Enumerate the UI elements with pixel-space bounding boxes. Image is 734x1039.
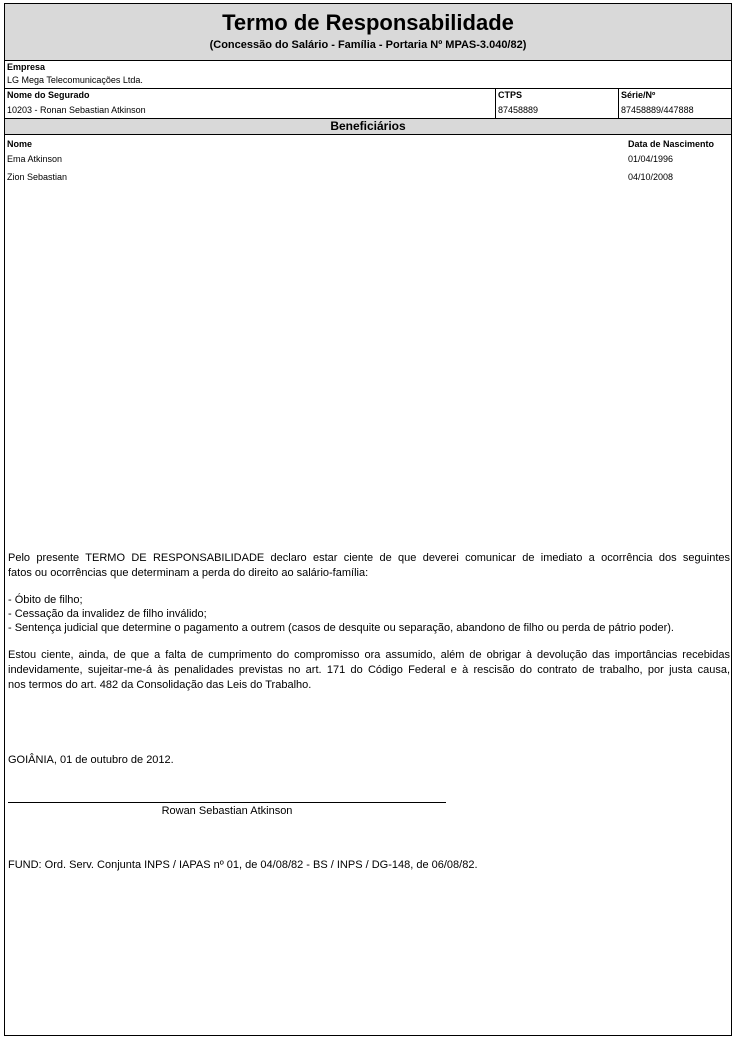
segurado-nome-label: Nome do Segurado: [7, 90, 90, 100]
beneficiario-nome: Zion Sebastian: [7, 172, 68, 182]
page-title: Termo de Responsabilidade: [222, 10, 514, 35]
declaracao-p1-line2: fatos ou ocorrências que determinam a perda do direito ao salário-família:: [8, 567, 369, 579]
beneficiario-nome: Ema Atkinson: [7, 154, 63, 164]
declaracao-p2-line2: indevidamente, sujeitar-me-á às penalidades previstas no art. 171 do Código Federal e à rescisão do contrato de trabalho, por justa causa,: [8, 664, 730, 676]
signature-line: [8, 802, 446, 803]
serie-label: Série/Nº: [621, 90, 656, 100]
declaracao-p2-line3: nos termos do art. 482 da Consolidação das Leis do Trabalho.: [8, 679, 312, 691]
divider: [618, 88, 619, 118]
ctps-label: CTPS: [498, 90, 523, 100]
col-data-header: Data de Nascimento: [628, 139, 715, 149]
divider: [5, 88, 731, 89]
ctps-value: 87458889: [498, 105, 539, 115]
document-page: [4, 3, 732, 1036]
divider: [495, 88, 496, 118]
declaracao-item: - Cessação da invalidez de filho inválido;: [8, 608, 207, 620]
declaracao-item: - Óbito de filho;: [8, 594, 83, 606]
signature-name: Rowan Sebastian Atkinson: [161, 805, 293, 817]
beneficiarios-section-title: Beneficiários: [5, 118, 731, 135]
page-subtitle: (Concessão do Salário - Família - Portaria Nº MPAS-3.040/82): [209, 39, 527, 51]
document-header: [5, 4, 731, 61]
declaracao-p2-line1: Estou ciente, ainda, de que a falta de cumprimento do compromisso ora assumido, além de obrigar à devolução das importâncias recebidas: [8, 649, 730, 661]
empresa-value: LG Mega Telecomunicações Ltda.: [7, 75, 143, 85]
local-data: GOIÂNIA, 01 de outubro de 2012.: [8, 754, 174, 766]
serie-value: 87458889/447888: [621, 105, 694, 115]
fundamento-text: FUND: Ord. Serv. Conjunta INPS / IAPAS nº 01, de 04/08/82 - BS / INPS / DG-148, de 06/08/82.: [8, 859, 478, 871]
beneficiario-data: 04/10/2008: [628, 172, 674, 182]
declaracao-item: - Sentença judicial que determine o pagamento a outrem (casos de desquite ou separação, abandono de filho ou perda de pátrio poder).: [8, 622, 674, 634]
segurado-nome-value: 10203 - Ronan Sebastian Atkinson: [7, 105, 146, 115]
col-nome-header: Nome: [7, 139, 33, 149]
declaracao-p1-line1: Pelo presente TERMO DE RESPONSABILIDADE declaro estar ciente de que deverei comunicar de imediato a ocorrência dos seguintes: [8, 552, 730, 564]
empresa-label: Empresa: [7, 62, 46, 72]
beneficiario-data: 01/04/1996: [628, 154, 674, 164]
